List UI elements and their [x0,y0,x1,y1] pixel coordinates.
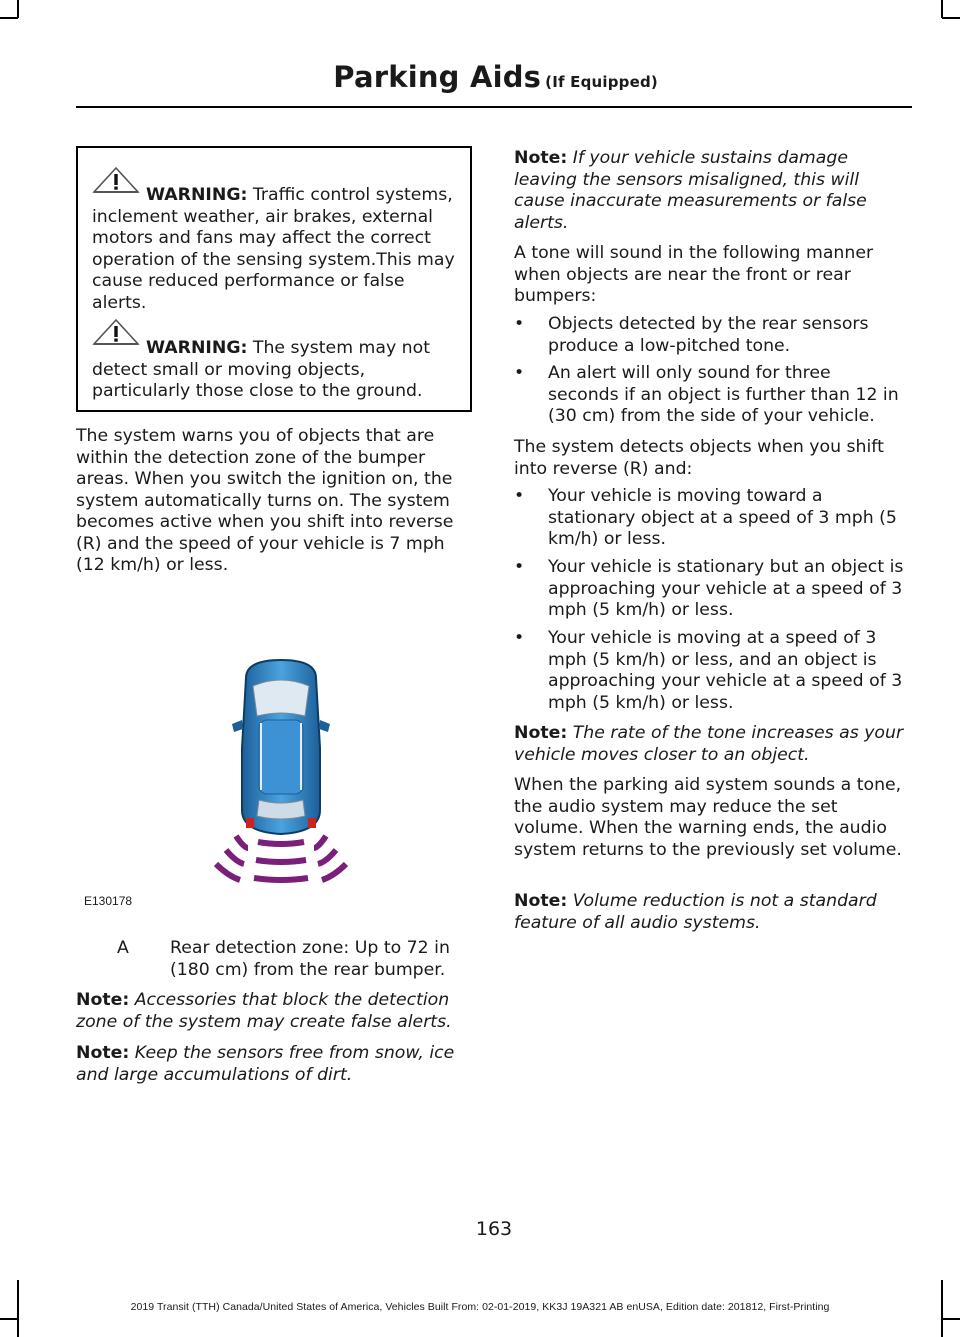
note-text: Keep the sensors free from snow, ice and large accumulations of dirt. [76,1043,455,1085]
warning-2-label: WARNING: [146,338,248,358]
car-top-view-illustration [76,628,468,918]
right-note-2 [514,723,906,766]
header-title-text: Parking Aids [333,60,542,94]
warning-1 [92,185,464,314]
warning-box [76,146,472,412]
right-note-1 [514,148,906,234]
crop-mark [0,1318,18,1320]
warning-2-text: The system may not detect small or moving objects, particularly those close to the ground. [92,338,430,401]
note-text: Volume reduction is not a standard feature of all audio systems. [514,891,877,933]
note-label: Note: [76,990,130,1010]
warning-1-text: Traffic control systems, inclement weather, air brakes, external motors and fans may affect the correct operation of the sensing system.This may cause reduced performance or false alerts. [92,185,455,313]
detection-zone-arcs [216,836,346,880]
crop-mark [941,0,943,18]
left-note-2 [76,1043,474,1086]
crop-mark [942,17,960,19]
figure-code: E130178 [84,894,133,908]
right-note-3 [514,891,906,934]
left-note-1 [76,990,474,1033]
list-item [514,363,906,429]
list-item [514,314,906,358]
detect-intro-text: The system detects objects when you shift into reverse (R) and: [514,437,884,479]
warning-1-label: WARNING: [146,185,248,205]
list-item-text: An alert will only sound for three seconds if an object is further than 12 in (30 cm) from the side of your vehicle. [548,363,899,426]
list-item-text: Your vehicle is stationary but an object is approaching your vehicle at a speed of 3 mph (5 km/h) or less. [548,557,904,620]
note-label: Note: [514,723,568,743]
warning-2 [92,338,464,403]
parking-figure [76,628,468,918]
bullet-marker: • [514,363,525,383]
crop-mark [0,17,18,19]
note-label: Note: [76,1043,130,1063]
note-label: Note: [514,148,568,168]
list-item [514,557,906,623]
tone-intro-text: A tone will sound in the following manner when objects are near the front or rear bumpers: [514,243,874,306]
header-subtitle: (If Equipped) [545,73,658,91]
note-text: If your vehicle sustains damage leaving the sensors misaligned, this will cause inaccurate measurements or false alerts. [514,148,867,233]
bullet-marker: • [514,486,525,506]
list-item [514,628,906,716]
list-item-text: Your vehicle is moving toward a stationary object at a speed of 3 mph (5 km/h) or less. [548,486,897,549]
header-divider [76,106,912,108]
page-number: 163 [475,1218,513,1240]
audio-paragraph-text: When the parking aid system sounds a tone, the audio system may reduce the set volume. When the warning ends, the audio system returns to the previously set volume. [514,775,902,860]
audio-paragraph [514,775,906,861]
bullet-marker: • [514,628,525,648]
note-text: The rate of the tone increases as your vehicle moves closer to an object. [514,723,904,765]
bullet-marker: • [514,557,525,577]
page-header-title [333,60,658,94]
legend-text: Rear detection zone: Up to 72 in (180 cm) from the rear bumper. [170,938,450,980]
note-label: Note: [514,891,568,911]
intro-paragraph [76,426,474,577]
list-item-text: Your vehicle is moving at a speed of 3 mph (5 km/h) or less, and an object is approaching your vehicle at a speed of 3 mph (5 km/h) or less. [548,628,903,713]
detect-intro [514,437,906,480]
bullet-marker: • [514,314,525,334]
footer-edition-info: 2019 Transit (TTH) Canada/United States of America, Vehicles Built From: 02-01-2019, KK3J 19A321 AB enUSA, Edition date: 201812, First-Printing [130,1301,830,1313]
list-item [514,486,906,552]
legend-key: A [117,938,129,958]
tone-intro [514,243,906,308]
crop-mark [942,1318,960,1320]
intro-text: The system warns you of objects that are within the detection zone of the bumper areas. When you switch the ignition on, the system automatically turns on. The system becomes active when you shift into reverse (R) and the speed of your vehicle is 7 mph (12 km/h) or less. [76,426,454,575]
list-item-text: Objects detected by the rear sensors produce a low-pitched tone. [548,314,869,356]
note-text: Accessories that block the detection zone of the system may create false alerts. [76,990,452,1032]
crop-mark [17,0,19,18]
